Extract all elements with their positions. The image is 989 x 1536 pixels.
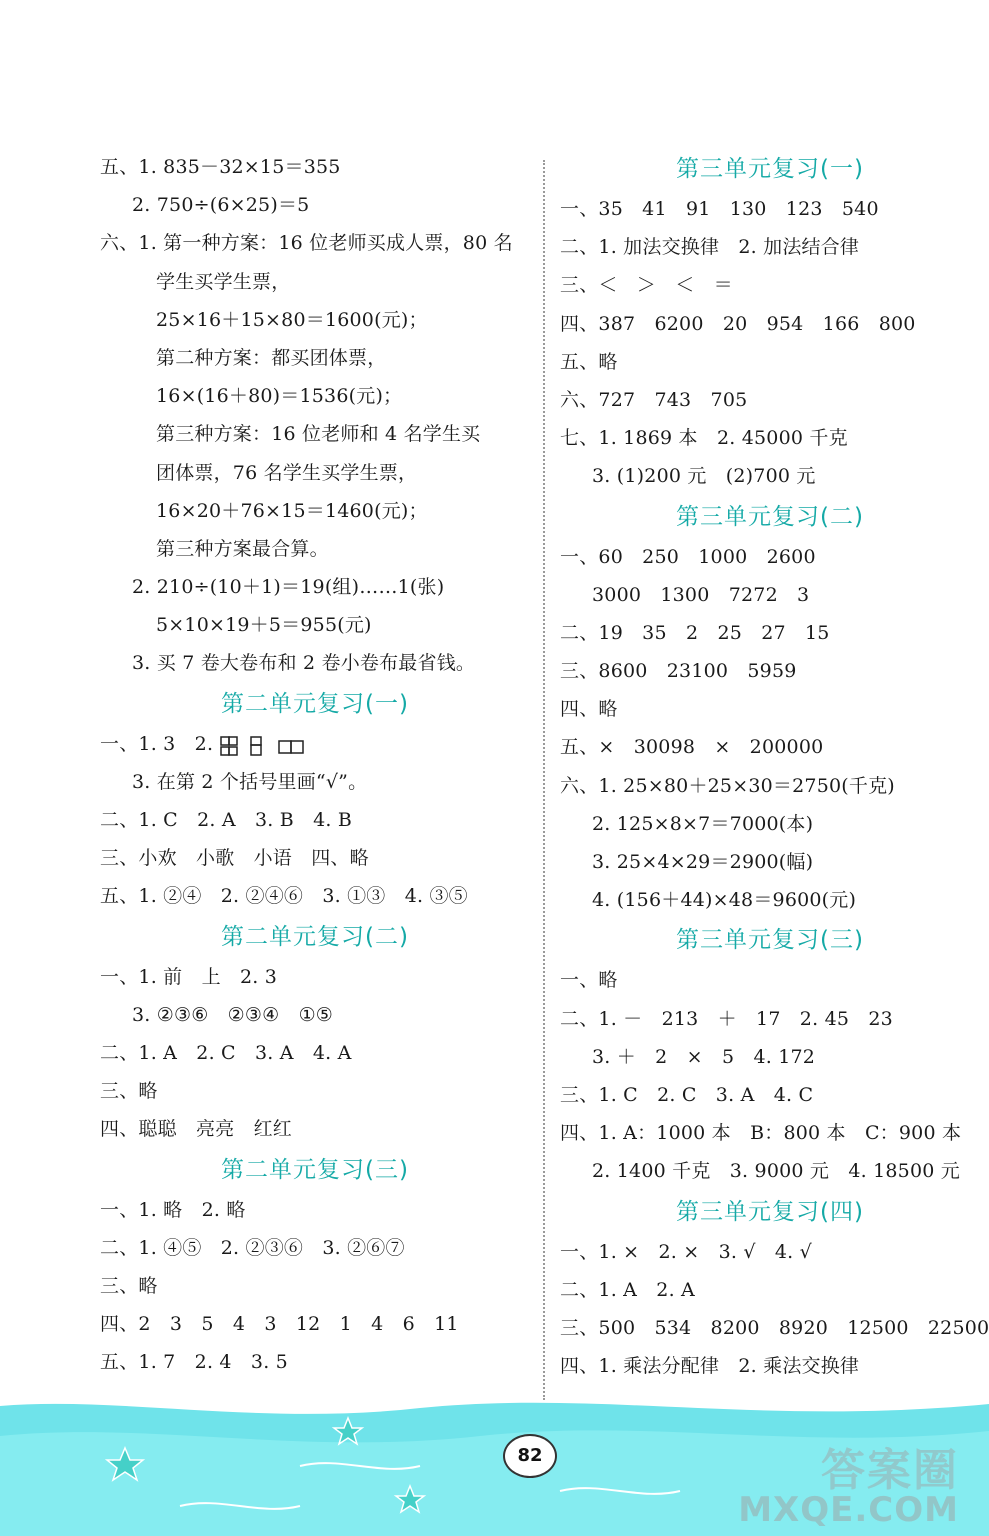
answer-text: 三、略 — [100, 1274, 158, 1297]
answer-text: 16×(16＋80)＝1536(元)； — [156, 385, 403, 408]
answer-text: 学生买学生票， — [156, 270, 291, 293]
answer-line — [560, 614, 980, 652]
answer-line — [100, 1034, 530, 1072]
answer-text: 三、＜ ＞ ＜ ＝ — [560, 274, 733, 297]
answer-line — [560, 305, 980, 343]
answer-line — [100, 763, 530, 801]
section-title: 第三单元复习(四) — [676, 1198, 864, 1225]
answer-line — [100, 1267, 530, 1305]
answer-line — [100, 644, 530, 682]
answer-line — [560, 228, 980, 266]
answer-line — [560, 343, 980, 381]
answer-text: 第三种方案最合算。 — [156, 537, 329, 560]
answer-text: 3. 25×4×29＝2900(幅) — [592, 851, 814, 873]
answer-text: 3. 买 7 卷大卷布和 2 卷小卷布最省钱。 — [132, 652, 476, 675]
answer-line — [560, 652, 980, 690]
answer-text: 四、1. 乘法分配律 2. 乘法交换律 — [560, 1355, 860, 1378]
answer-line — [100, 996, 530, 1034]
answer-line — [100, 454, 530, 492]
answer-line — [100, 1110, 530, 1148]
answer-text: 5×10×19＋5＝955(元) — [156, 614, 372, 637]
answer-text: 2. 125×8×7＝7000(本) — [592, 812, 814, 835]
answer-line — [560, 1309, 989, 1347]
answer-text: 四、聪聪 亮亮 红红 — [100, 1118, 293, 1141]
answer-text: 3. ＋ 2 × 5 4. 172 — [592, 1045, 816, 1068]
answer-line — [560, 1233, 980, 1271]
answer-text: 三、1. C 2. C 3. A 4. C — [560, 1083, 814, 1106]
answer-line — [100, 186, 530, 224]
answer-line — [100, 415, 530, 453]
answer-line — [560, 1114, 980, 1152]
answer-text: 五、略 — [560, 350, 618, 373]
answer-line — [100, 725, 530, 763]
answer-line — [100, 877, 530, 915]
answer-line — [100, 1191, 530, 1229]
answer-text: 一、1. 3 2. — [100, 732, 214, 755]
answer-line — [100, 530, 530, 568]
answer-text: 三、小欢 小歌 小语 四、略 — [100, 847, 369, 870]
answer-text: 三、8600 23100 5959 — [560, 660, 797, 683]
answer-line — [100, 839, 530, 877]
answer-text: 四、387 6200 20 954 166 800 — [560, 312, 916, 335]
answer-line — [560, 1347, 980, 1385]
answer-line — [100, 377, 530, 415]
answer-line — [560, 1271, 980, 1309]
answer-text: 四、1. A：1000 本 B：800 本 C：900 本 — [560, 1122, 962, 1145]
answer-line — [100, 958, 530, 996]
answer-text: 六、1. 第一种方案：16 位老师买成人票，80 名 — [100, 232, 513, 255]
answer-text: 五、1. ②④ 2. ②④⑥ 3. ①③ 4. ③⑤ — [100, 885, 468, 908]
left-column — [100, 148, 530, 1381]
answer-text: 二、1. 加法交换律 2. 加法结合律 — [560, 236, 860, 259]
answer-line — [100, 339, 530, 377]
answer-text: 2. 210÷(10＋1)＝19(组)……1(张) — [132, 576, 445, 599]
view-shapes-icon — [219, 726, 315, 764]
answer-line — [100, 1072, 530, 1110]
watermark-url: MXQE.COM — [738, 1490, 959, 1530]
answer-line — [560, 767, 980, 805]
answer-line — [560, 728, 980, 766]
section-title: 第二单元复习(二) — [221, 923, 409, 950]
answer-text: 一、1. 前 上 2. 3 — [100, 965, 278, 988]
answer-text: 一、60 250 1000 2600 — [560, 545, 816, 568]
answer-text: 3. ②③⑥ ②③④ ①⑤ — [132, 1003, 334, 1026]
answer-line — [100, 801, 530, 839]
answer-text: 团体票，76 名学生买学生票， — [156, 461, 418, 484]
section-title: 第二单元复习(一) — [221, 690, 409, 717]
answer-text: 第三种方案：16 位老师和 4 名学生买 — [156, 423, 481, 446]
section-title: 第三单元复习(三) — [676, 927, 864, 954]
answer-text: 3. (1)200 元 (2)700 元 — [592, 465, 816, 488]
view-shape-icons — [219, 735, 315, 757]
answer-line — [560, 805, 980, 843]
answer-line — [100, 606, 530, 644]
answer-line — [560, 881, 980, 919]
answer-text: 一、略 — [560, 969, 618, 992]
answer-line — [100, 1229, 530, 1267]
answer-line — [560, 266, 980, 304]
answer-line — [100, 1305, 530, 1343]
answer-text: 一、1. × 2. × 3. √ 4. √ — [560, 1240, 812, 1263]
answer-text: 二、1. A 2. A — [560, 1278, 695, 1301]
answer-text: 25×16＋15×80＝1600(元)； — [156, 308, 428, 331]
answer-text: 第二种方案：都买团体票， — [156, 346, 387, 369]
answer-line — [100, 568, 530, 606]
page-number: 82 — [503, 1434, 557, 1478]
answer-line — [100, 148, 530, 186]
answer-line — [100, 263, 530, 301]
answer-text: 五、1. 7 2. 4 3. 5 — [100, 1351, 288, 1374]
answer-line — [100, 224, 530, 262]
right-column — [560, 148, 989, 1385]
answer-text: 五、1. 835－32×15＝355 — [100, 156, 341, 178]
answer-line — [560, 419, 980, 457]
answer-text: 二、1. － 213 ＋ 17 2. 45 23 — [560, 1007, 893, 1030]
answer-line — [560, 576, 980, 614]
answer-line — [100, 1343, 530, 1381]
answer-text: 3000 1300 7272 3 — [592, 583, 810, 606]
answer-text: 六、727 743 705 — [560, 388, 748, 411]
answer-line — [560, 1152, 980, 1190]
answer-line — [560, 538, 980, 576]
answer-text: 16×20＋76×15＝1460(元)； — [156, 499, 428, 522]
section-title: 第三单元复习(一) — [676, 156, 864, 182]
answer-text: 四、2 3 5 4 3 12 1 4 6 11 — [100, 1313, 459, 1336]
answer-text: 二、1. C 2. A 3. B 4. B — [100, 809, 353, 831]
answer-line — [560, 1000, 980, 1038]
answer-text: 六、1. 25×80＋25×30＝2750(千克) — [560, 774, 895, 797]
answer-line — [560, 190, 980, 228]
watermark-logo: 答案圈 — [821, 1445, 959, 1496]
answer-text: 四、略 — [560, 698, 618, 721]
answer-line — [560, 690, 980, 728]
answer-text: 4. (156＋44)×48＝9600(元) — [592, 889, 857, 912]
answer-line — [100, 492, 530, 530]
answer-text: 二、1. ④⑤ 2. ②③⑥ 3. ②⑥⑦ — [100, 1236, 405, 1259]
section-title: 第三单元复习(二) — [676, 503, 864, 530]
section-title: 第二单元复习(三) — [221, 1156, 409, 1183]
answer-text: 二、19 35 2 25 27 15 — [560, 621, 830, 644]
answer-text: 五、× 30098 × 200000 — [560, 736, 824, 759]
answer-text: 三、500 534 8200 8920 12500 22500 — [560, 1316, 989, 1339]
answer-text: 一、35 41 91 130 123 540 — [560, 198, 879, 220]
answer-text: 三、略 — [100, 1080, 158, 1103]
answer-text: 一、1. 略 2. 略 — [100, 1198, 246, 1221]
answer-line — [560, 843, 980, 881]
answer-line — [560, 961, 980, 999]
answer-text: 七、1. 1869 本 2. 45000 千克 — [560, 427, 848, 450]
column-divider — [543, 160, 545, 1400]
answer-line — [560, 1038, 980, 1076]
answer-line — [100, 301, 530, 339]
answer-text: 2. 750÷(6×25)＝5 — [132, 194, 310, 217]
answer-line — [560, 1076, 980, 1114]
answer-text: 2. 1400 千克 3. 9000 元 4. 18500 元 — [592, 1160, 960, 1183]
answer-line — [560, 457, 980, 495]
answer-text: 二、1. A 2. C 3. A 4. A — [100, 1041, 352, 1064]
answer-text: 3. 在第 2 个括号里画“√”。 — [132, 770, 368, 793]
answer-line — [560, 381, 980, 419]
